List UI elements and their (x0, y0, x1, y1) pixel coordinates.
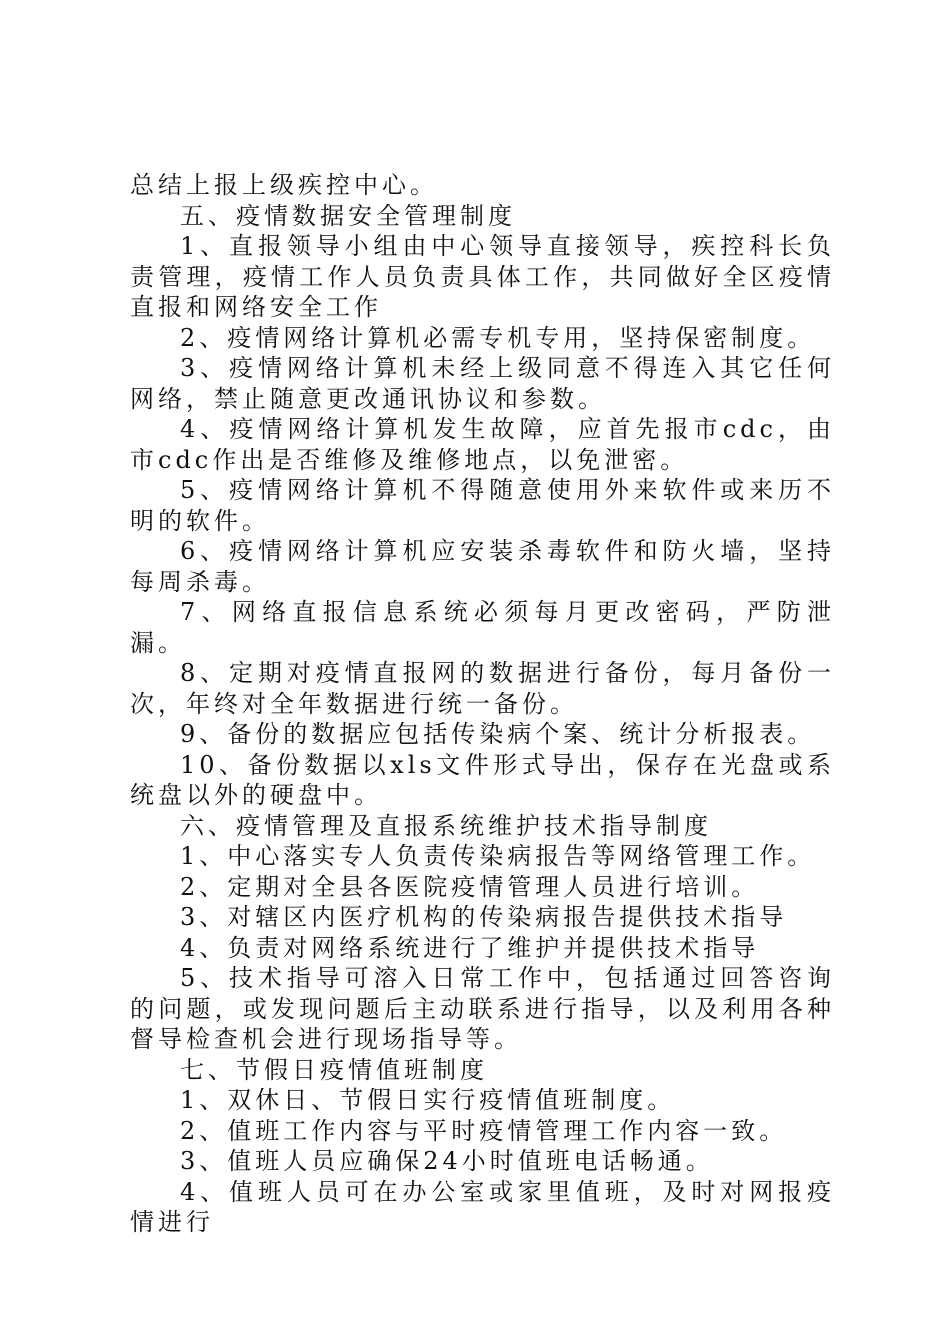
paragraph: 10、备份数据以xls文件形式导出，保存在光盘或系统盘以外的硬盘中。 (130, 750, 835, 809)
paragraph: 3、值班人员应确保24小时值班电话畅通。 (180, 1147, 714, 1175)
section-heading-5: 五、疫情数据安全管理制度 (180, 201, 516, 230)
paragraph: 4、负责对网络系统进行了维护并提供技术指导 (180, 933, 760, 962)
paragraph: 5、技术指导可溶入日常工作中，包括通过回答咨询的问题，或发现问题后主动联系进行指导，以及利用各种督导检查机会进行现场指导等。 (130, 964, 835, 1053)
paragraph: 1、中心落实专人负责传染病报告等网络管理工作。 (180, 842, 816, 870)
paragraph: 2、疫情网络计算机必需专机专用，坚持保密制度。 (180, 323, 816, 352)
paragraph: 2、值班工作内容与平时疫情管理工作内容一致。 (180, 1116, 788, 1145)
section-heading-7: 七、节假日疫情值班制度 (180, 1055, 488, 1084)
paragraph: 9、备份的数据应包括传染病个案、统计分析报表。 (180, 720, 816, 748)
paragraph: 4、值班人员可在办公室或家里值班，及时对网报疫情进行 (130, 1177, 835, 1236)
paragraph: 8、定期对疫情直报网的数据进行备份，每月备份一次，年终对全年数据进行统一备份。 (130, 659, 835, 718)
paragraph: 1、双休日、节假日实行疫情值班制度。 (180, 1086, 676, 1114)
paragraph: 3、对辖区内医疗机构的传染病报告提供技术指导 (180, 903, 788, 931)
paragraph: 2、定期对全县各医院疫情管理人员进行培训。 (180, 872, 760, 901)
document-body (130, 170, 835, 1238)
paragraph: 1、直报领导小组由中心领导直接领导，疾控科长负责管理，疫情工作人员负责具体工作，共同做好全区疫情直报和网络安全工作 (130, 232, 835, 321)
section-heading-6: 六、疫情管理及直报系统维护技术指导制度 (180, 811, 712, 840)
paragraph: 3、疫情网络计算机未经上级同意不得连入其它任何网络，禁止随意更改通讯协议和参数。 (130, 354, 835, 413)
paragraph: 总结上报上级疾控中心。 (130, 171, 438, 199)
paragraph: 6、疫情网络计算机应安装杀毒软件和防火墙，坚持每周杀毒。 (130, 537, 835, 596)
paragraph: 5、疫情网络计算机不得随意使用外来软件或来历不明的软件。 (130, 476, 835, 535)
paragraph: 4、疫情网络计算机发生故障，应首先报市cdc，由市cdc作出是否维修及维修地点，以免泄密。 (130, 415, 835, 474)
paragraph: 7、网络直报信息系统必须每月更改密码，严防泄漏。 (130, 598, 835, 657)
